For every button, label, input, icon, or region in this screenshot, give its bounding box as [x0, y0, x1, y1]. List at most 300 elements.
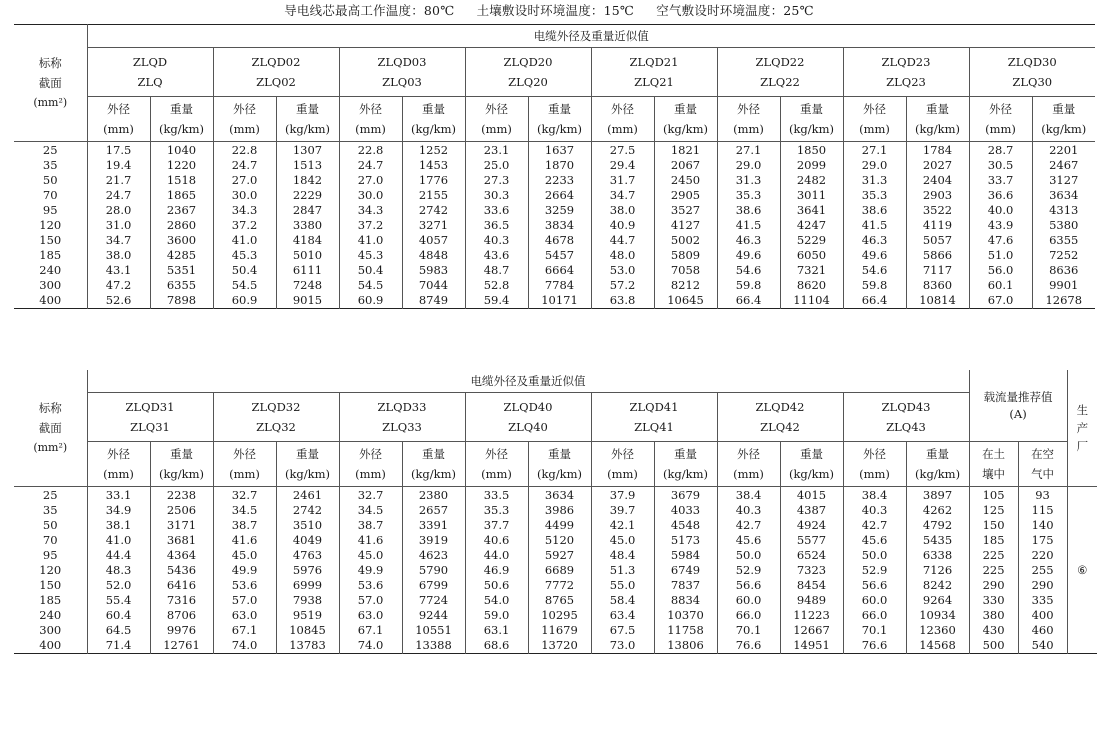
- cable-type-code-alt: ZLQ23: [886, 75, 926, 89]
- value-cell: 8749: [402, 293, 465, 309]
- value-cell: 68.6: [465, 638, 528, 654]
- section-unit: (mm²): [33, 96, 68, 109]
- value-cell: 45.6: [843, 532, 906, 547]
- value-cell: 50.4: [213, 263, 276, 278]
- value-cell: 150: [969, 517, 1018, 532]
- weight-unit: (kg/km): [536, 122, 583, 136]
- value-cell: 10645: [654, 293, 717, 309]
- table-row: [14, 517, 1097, 532]
- value-cell: 63.1: [465, 623, 528, 638]
- table-row: [14, 172, 1095, 187]
- value-cell: 6338: [906, 547, 969, 562]
- cable-type-code-alt: ZLQ20: [508, 75, 548, 89]
- value-cell: 33.7: [969, 172, 1032, 187]
- value-cell: 2657: [402, 502, 465, 517]
- value-cell: 3391: [402, 517, 465, 532]
- value-cell: 7252: [1032, 248, 1095, 263]
- value-cell: 9976: [150, 623, 213, 638]
- value-cell: 57.2: [591, 278, 654, 293]
- section-cell: 25: [42, 142, 58, 157]
- value-cell: 8636: [1032, 263, 1095, 278]
- value-cell: 52.8: [465, 278, 528, 293]
- value-cell: 4924: [780, 517, 843, 532]
- weight-header: [402, 442, 465, 487]
- value-cell: 2860: [150, 217, 213, 232]
- value-cell: 67.1: [339, 623, 402, 638]
- cable-type-code: ZLQD43: [881, 400, 931, 414]
- value-cell: 2903: [906, 187, 969, 202]
- cable-type-code: ZLQD23: [881, 55, 931, 69]
- value-cell: 67.5: [591, 623, 654, 638]
- section-cell: 150: [39, 233, 62, 248]
- cable-type-code-alt: ZLQ41: [634, 420, 674, 434]
- table-row: [14, 263, 1095, 278]
- od-unit: (mm): [607, 467, 638, 481]
- weight-label: 重量: [548, 447, 571, 461]
- value-cell: 32.7: [213, 487, 276, 503]
- weight-header: [150, 97, 213, 142]
- value-cell: 2229: [276, 187, 339, 202]
- value-cell: 4184: [276, 233, 339, 248]
- section-cell: 120: [39, 563, 62, 578]
- table-row: [14, 202, 1095, 217]
- value-cell: 38.1: [87, 517, 150, 532]
- section-cell: 35: [42, 157, 58, 172]
- value-cell: 2847: [276, 202, 339, 217]
- value-cell: 70.1: [843, 623, 906, 638]
- table-row: [14, 608, 1097, 623]
- value-cell: 380: [969, 608, 1018, 623]
- value-cell: 41.5: [843, 217, 906, 232]
- od-label: 外径: [233, 102, 256, 116]
- value-cell: 35.3: [717, 187, 780, 202]
- weight-header: [276, 97, 339, 142]
- value-cell: 4548: [654, 517, 717, 532]
- value-cell: 9244: [402, 608, 465, 623]
- value-cell: 6050: [780, 248, 843, 263]
- cable-type-header: [969, 48, 1095, 97]
- value-cell: 32.7: [339, 487, 402, 503]
- value-cell: 7316: [150, 593, 213, 608]
- value-cell: 4678: [528, 233, 591, 248]
- value-cell: 5435: [906, 532, 969, 547]
- value-cell: 5976: [276, 562, 339, 577]
- value-cell: 41.0: [87, 532, 150, 547]
- od-unit: (mm): [859, 122, 890, 136]
- value-cell: 42.7: [843, 517, 906, 532]
- value-cell: 14568: [906, 638, 969, 654]
- value-cell: 5984: [654, 547, 717, 562]
- approx-header: 电缆外径及重量近似值: [87, 370, 969, 393]
- value-cell: 2467: [1032, 157, 1095, 172]
- value-cell: 4623: [402, 547, 465, 562]
- value-cell: 3834: [528, 217, 591, 232]
- table-caption: [0, 1, 1098, 21]
- value-cell: 40.3: [465, 233, 528, 248]
- weight-label: 重量: [926, 102, 949, 116]
- value-cell: 45.6: [717, 532, 780, 547]
- value-cell: 74.0: [213, 638, 276, 654]
- value-cell: 57.0: [339, 593, 402, 608]
- ampacity-label: 载流量推荐值: [983, 389, 1053, 404]
- table-row: [14, 187, 1095, 202]
- value-cell: 225: [969, 562, 1018, 577]
- value-cell: 1842: [276, 172, 339, 187]
- value-cell: 7044: [402, 278, 465, 293]
- value-cell: 24.7: [339, 157, 402, 172]
- section-cell: 300: [39, 278, 62, 293]
- value-cell: 30.0: [339, 187, 402, 202]
- value-cell: 48.3: [87, 562, 150, 577]
- cable-type-code-alt: ZLQ30: [1012, 75, 1053, 89]
- section-cell: 35: [42, 502, 58, 517]
- cable-type-code: ZLQD41: [629, 400, 679, 414]
- section-cell: 150: [39, 578, 62, 593]
- section-cell: 95: [42, 202, 58, 217]
- od-label: 外径: [359, 102, 382, 116]
- cable-type-code: ZLQD42: [755, 400, 805, 414]
- value-cell: 10171: [528, 293, 591, 309]
- value-cell: 4049: [276, 532, 339, 547]
- value-cell: 31.3: [843, 172, 906, 187]
- value-cell: 2482: [780, 172, 843, 187]
- value-cell: 7772: [528, 578, 591, 593]
- value-cell: 3634: [528, 487, 591, 503]
- cable-type-code-alt: ZLQ40: [508, 420, 548, 434]
- value-cell: 2380: [402, 487, 465, 503]
- table-row: [14, 248, 1095, 263]
- value-cell: 8454: [780, 578, 843, 593]
- value-cell: 1870: [528, 157, 591, 172]
- value-cell: 66.4: [843, 293, 906, 309]
- value-cell: 13388: [402, 638, 465, 654]
- value-cell: 5927: [528, 547, 591, 562]
- weight-unit: (kg/km): [662, 467, 709, 481]
- od-header: [843, 442, 906, 487]
- value-cell: 19.4: [87, 157, 150, 172]
- value-cell: 1307: [276, 142, 339, 158]
- manufacturer-cell: ⑥: [1067, 487, 1097, 654]
- value-cell: 47.2: [87, 278, 150, 293]
- value-cell: 140: [1018, 517, 1067, 532]
- weight-header: [654, 442, 717, 487]
- od-header: [213, 442, 276, 487]
- value-cell: 63.8: [591, 293, 654, 309]
- value-cell: 34.9: [87, 502, 150, 517]
- section-cell: 120: [39, 218, 62, 233]
- value-cell: 40.0: [969, 202, 1032, 217]
- value-cell: 7117: [906, 263, 969, 278]
- value-cell: 7784: [528, 278, 591, 293]
- od-label: 外径: [485, 102, 508, 116]
- value-cell: 7837: [654, 578, 717, 593]
- weight-unit: (kg/km): [788, 467, 835, 481]
- value-cell: 37.7: [465, 517, 528, 532]
- section-cell: 25: [42, 487, 58, 502]
- value-cell: 60.9: [213, 293, 276, 309]
- section-header: [14, 25, 87, 142]
- value-cell: 38.4: [843, 487, 906, 503]
- value-cell: 71.4: [87, 638, 150, 654]
- value-cell: 3600: [150, 233, 213, 248]
- value-cell: 3919: [402, 532, 465, 547]
- value-cell: 31.7: [591, 172, 654, 187]
- value-cell: 3380: [276, 217, 339, 232]
- value-cell: 47.6: [969, 233, 1032, 248]
- value-cell: 28.0: [87, 202, 150, 217]
- cable-type-code-alt: ZLQ03: [382, 75, 422, 89]
- value-cell: 59.4: [465, 293, 528, 309]
- cable-type-header: [87, 48, 213, 97]
- cable-type-code: ZLQD03: [377, 55, 427, 69]
- section-label-line2: 截面: [38, 76, 62, 90]
- table-row: [14, 142, 1095, 158]
- od-unit: (mm): [229, 122, 260, 136]
- value-cell: 8360: [906, 278, 969, 293]
- value-cell: 54.0: [465, 593, 528, 608]
- value-cell: 46.3: [717, 233, 780, 248]
- value-cell: 28.7: [969, 142, 1032, 158]
- od-header: [213, 97, 276, 142]
- value-cell: 31.3: [717, 172, 780, 187]
- value-cell: 1821: [654, 142, 717, 158]
- approx-header: 电缆外径及重量近似值: [87, 25, 1095, 48]
- value-cell: 6355: [1032, 233, 1095, 248]
- value-cell: 7323: [780, 562, 843, 577]
- weight-label: 重量: [674, 102, 697, 116]
- value-cell: 4057: [402, 233, 465, 248]
- value-cell: 3527: [654, 202, 717, 217]
- weight-header: [780, 442, 843, 487]
- value-cell: 11758: [654, 623, 717, 638]
- air-header: [1018, 442, 1067, 487]
- value-cell: 4499: [528, 517, 591, 532]
- cable-type-header: [87, 393, 213, 442]
- value-cell: 290: [969, 578, 1018, 593]
- value-cell: 44.7: [591, 233, 654, 248]
- value-cell: 2404: [906, 172, 969, 187]
- cable-type-header: [717, 393, 843, 442]
- value-cell: 22.8: [339, 142, 402, 158]
- value-cell: 5173: [654, 532, 717, 547]
- value-cell: 50.6: [465, 578, 528, 593]
- od-header: [465, 97, 528, 142]
- table-row: [14, 532, 1097, 547]
- value-cell: 27.1: [843, 142, 906, 158]
- value-cell: 7321: [780, 263, 843, 278]
- value-cell: 50.0: [717, 547, 780, 562]
- od-label: 外径: [989, 102, 1012, 116]
- weight-unit: (kg/km): [158, 467, 205, 481]
- weight-header: [654, 97, 717, 142]
- value-cell: 10295: [528, 608, 591, 623]
- value-cell: 7058: [654, 263, 717, 278]
- value-cell: 3522: [906, 202, 969, 217]
- value-cell: 5790: [402, 562, 465, 577]
- od-label: 外径: [359, 447, 382, 461]
- value-cell: 125: [969, 502, 1018, 517]
- value-cell: 10934: [906, 608, 969, 623]
- value-cell: 60.1: [969, 278, 1032, 293]
- value-cell: 34.3: [339, 202, 402, 217]
- cable-type-code-alt: ZLQ02: [256, 75, 296, 89]
- value-cell: 10814: [906, 293, 969, 309]
- od-unit: (mm): [229, 467, 260, 481]
- value-cell: 44.0: [465, 547, 528, 562]
- value-cell: 48.4: [591, 547, 654, 562]
- od-unit: (mm): [103, 467, 134, 481]
- value-cell: 60.0: [843, 593, 906, 608]
- cable-type-code: ZLQD21: [629, 55, 679, 69]
- value-cell: 13720: [528, 638, 591, 654]
- section-cell: 185: [39, 593, 62, 608]
- table-row: [14, 278, 1095, 293]
- value-cell: 54.5: [213, 278, 276, 293]
- cable-type-code-alt: ZLQ43: [886, 420, 926, 434]
- value-cell: 1513: [276, 157, 339, 172]
- weight-label: 重量: [1052, 102, 1076, 116]
- value-cell: 24.7: [213, 157, 276, 172]
- value-cell: 4763: [276, 547, 339, 562]
- value-cell: 76.6: [843, 638, 906, 654]
- value-cell: 11223: [780, 608, 843, 623]
- cable-type-code-alt: ZLQ: [137, 75, 163, 89]
- weight-unit: (kg/km): [1041, 122, 1087, 136]
- section-label-line2: 截面: [38, 421, 62, 435]
- section-cell: 400: [39, 638, 62, 653]
- value-cell: 5380: [1032, 217, 1095, 232]
- value-cell: 54.6: [717, 263, 780, 278]
- cable-type-code: ZLQD02: [251, 55, 301, 69]
- value-cell: 76.6: [717, 638, 780, 654]
- value-cell: 10370: [654, 608, 717, 623]
- weight-unit: (kg/km): [914, 122, 961, 136]
- value-cell: 1850: [780, 142, 843, 158]
- value-cell: 58.4: [591, 593, 654, 608]
- value-cell: 115: [1018, 502, 1067, 517]
- value-cell: 46.3: [843, 233, 906, 248]
- weight-unit: (kg/km): [284, 467, 331, 481]
- od-label: 外径: [107, 102, 130, 116]
- od-header: [339, 442, 402, 487]
- value-cell: 3127: [1032, 172, 1095, 187]
- weight-label: 重量: [926, 447, 950, 461]
- value-cell: 60.0: [717, 593, 780, 608]
- value-cell: 59.8: [717, 278, 780, 293]
- section-label-line1: 标称: [38, 401, 62, 415]
- weight-unit: (kg/km): [158, 122, 205, 136]
- od-label: 外径: [485, 447, 508, 461]
- value-cell: 33.5: [465, 487, 528, 503]
- value-cell: 45.0: [591, 532, 654, 547]
- value-cell: 51.0: [969, 248, 1032, 263]
- value-cell: 1453: [402, 157, 465, 172]
- value-cell: 40.3: [717, 502, 780, 517]
- value-cell: 8834: [654, 593, 717, 608]
- weight-label: 重量: [422, 447, 445, 461]
- value-cell: 5457: [528, 248, 591, 263]
- value-cell: 7898: [150, 293, 213, 309]
- value-cell: 27.3: [465, 172, 528, 187]
- value-cell: 40.3: [843, 502, 906, 517]
- od-header: [843, 97, 906, 142]
- value-cell: 5010: [276, 248, 339, 263]
- value-cell: 49.9: [213, 562, 276, 577]
- weight-unit: (kg/km): [410, 122, 457, 136]
- value-cell: 7126: [906, 562, 969, 577]
- value-cell: 53.0: [591, 263, 654, 278]
- value-cell: 3634: [1032, 187, 1095, 202]
- value-cell: 4313: [1032, 202, 1095, 217]
- value-cell: 3259: [528, 202, 591, 217]
- value-cell: 255: [1018, 562, 1067, 577]
- value-cell: 4848: [402, 248, 465, 263]
- value-cell: 5351: [150, 263, 213, 278]
- value-cell: 9264: [906, 593, 969, 608]
- section-cell: 240: [39, 263, 62, 278]
- weight-label: 重量: [170, 102, 193, 116]
- table-row: [14, 502, 1097, 517]
- cable-type-code-alt: ZLQ33: [382, 420, 422, 434]
- value-cell: 38.7: [339, 517, 402, 532]
- section-unit: (mm²): [33, 441, 68, 454]
- value-cell: 4285: [150, 248, 213, 263]
- value-cell: 9489: [780, 593, 843, 608]
- weight-unit: (kg/km): [788, 122, 835, 136]
- value-cell: 1784: [906, 142, 969, 158]
- value-cell: 34.5: [339, 502, 402, 517]
- ampacity-header: [969, 370, 1067, 442]
- od-unit: (mm): [985, 122, 1016, 136]
- value-cell: 37.9: [591, 487, 654, 503]
- table-row: [14, 157, 1095, 172]
- value-cell: 34.5: [213, 502, 276, 517]
- air-label-line1: 在空: [1031, 447, 1055, 461]
- weight-label: 重量: [296, 102, 319, 116]
- section-cell: 400: [39, 293, 62, 308]
- value-cell: 54.5: [339, 278, 402, 293]
- value-cell: 39.7: [591, 502, 654, 517]
- value-cell: 2664: [528, 187, 591, 202]
- value-cell: 13806: [654, 638, 717, 654]
- value-cell: 41.0: [213, 233, 276, 248]
- air-label-line2: 气中: [1031, 467, 1055, 481]
- value-cell: 51.3: [591, 562, 654, 577]
- cable-type-header: [339, 48, 465, 97]
- value-cell: 4792: [906, 517, 969, 532]
- value-cell: 29.0: [717, 157, 780, 172]
- value-cell: 185: [969, 532, 1018, 547]
- value-cell: 43.1: [87, 263, 150, 278]
- value-cell: 4015: [780, 487, 843, 503]
- value-cell: 2506: [150, 502, 213, 517]
- value-cell: 4127: [654, 217, 717, 232]
- value-cell: 46.9: [465, 562, 528, 577]
- weight-header: [780, 97, 843, 142]
- cable-type-code: ZLQD: [132, 55, 168, 69]
- cable-type-header: [213, 393, 339, 442]
- cable-type-header: [213, 48, 339, 97]
- od-unit: (mm): [859, 467, 890, 481]
- weight-header: [906, 97, 969, 142]
- value-cell: 2450: [654, 172, 717, 187]
- value-cell: 4387: [780, 502, 843, 517]
- value-cell: 430: [969, 623, 1018, 638]
- value-cell: 335: [1018, 593, 1067, 608]
- cable-table-upper: [14, 24, 1095, 309]
- value-cell: 49.6: [717, 248, 780, 263]
- value-cell: 59.8: [843, 278, 906, 293]
